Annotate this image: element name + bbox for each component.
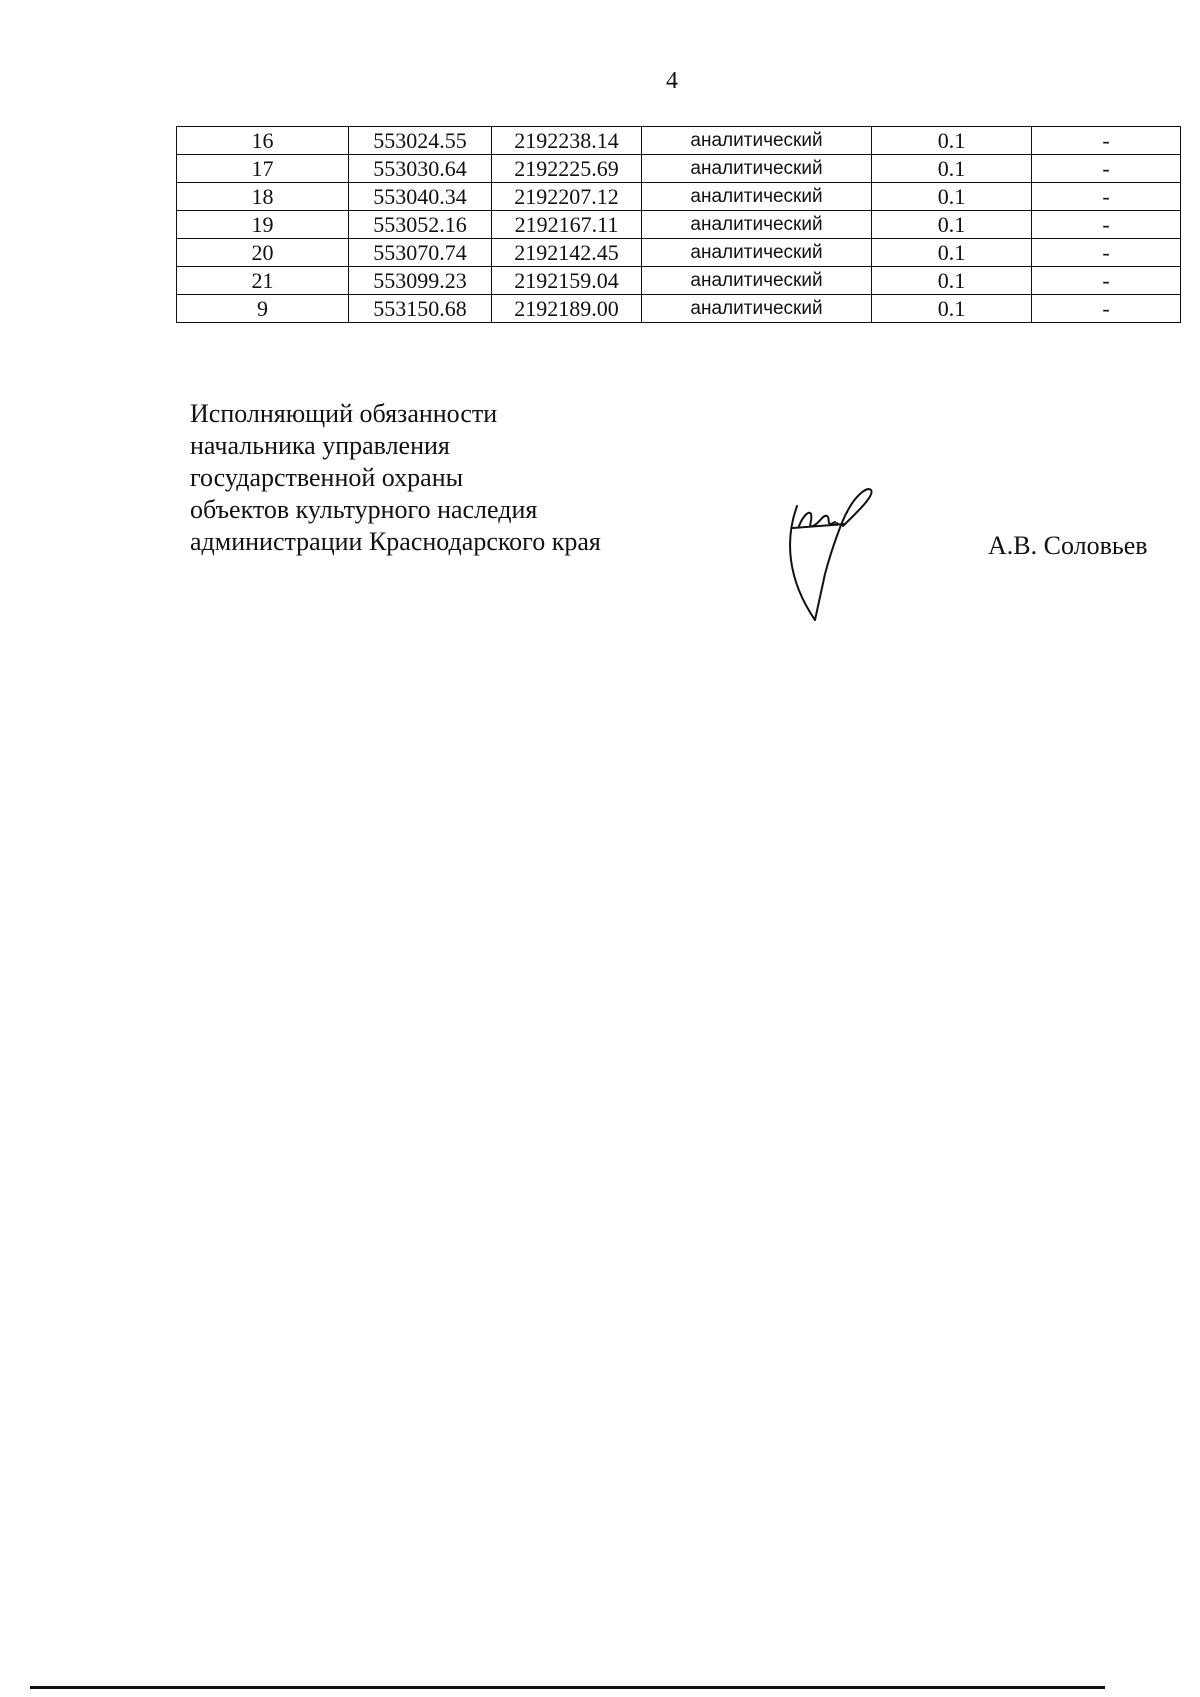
signatory-title-line: государственной охраны (190, 463, 464, 492)
x-coordinate-cell: 553070.74 (349, 239, 492, 267)
x-coordinate-cell: 553099.23 (349, 267, 492, 295)
table-row (177, 239, 1181, 267)
note-cell: - (1032, 239, 1181, 267)
signatory-title (190, 398, 601, 558)
signatory-title-line: начальника управления (190, 431, 450, 460)
point-number-cell: 21 (177, 267, 349, 295)
page-number: 4 (666, 68, 678, 94)
y-coordinate-cell: 2192238.14 (492, 127, 642, 155)
signatory-title-line: объектов культурного наследия (190, 495, 538, 524)
y-coordinate-cell: 2192167.11 (492, 211, 642, 239)
method-cell: аналитический (642, 183, 872, 211)
table-row (177, 127, 1181, 155)
method-cell: аналитический (642, 155, 872, 183)
note-cell: - (1032, 267, 1181, 295)
point-number-cell: 16 (177, 127, 349, 155)
method-cell: аналитический (642, 239, 872, 267)
method-cell: аналитический (642, 267, 872, 295)
point-number-cell: 19 (177, 211, 349, 239)
note-cell: - (1032, 127, 1181, 155)
y-coordinate-cell: 2192225.69 (492, 155, 642, 183)
x-coordinate-cell: 553150.68 (349, 295, 492, 323)
y-coordinate-cell: 2192159.04 (492, 267, 642, 295)
table-row (177, 211, 1181, 239)
signatory-title-line: администрации Краснодарского края (190, 527, 601, 556)
handwritten-signature (785, 484, 885, 624)
signer-name: А.В. Соловьев (988, 531, 1148, 560)
accuracy-cell: 0.1 (872, 155, 1032, 183)
x-coordinate-cell: 553052.16 (349, 211, 492, 239)
y-coordinate-cell: 2192142.45 (492, 239, 642, 267)
table-row (177, 295, 1181, 323)
table-row (177, 183, 1181, 211)
point-number-cell: 9 (177, 295, 349, 323)
note-cell: - (1032, 183, 1181, 211)
accuracy-cell: 0.1 (872, 127, 1032, 155)
method-cell: аналитический (642, 295, 872, 323)
point-number-cell: 17 (177, 155, 349, 183)
y-coordinate-cell: 2192189.00 (492, 295, 642, 323)
x-coordinate-cell: 553030.64 (349, 155, 492, 183)
method-cell: аналитический (642, 127, 872, 155)
note-cell: - (1032, 211, 1181, 239)
table-row (177, 267, 1181, 295)
point-number-cell: 18 (177, 183, 349, 211)
coordinates-table (176, 126, 1181, 323)
x-coordinate-cell: 553040.34 (349, 183, 492, 211)
point-number-cell: 20 (177, 239, 349, 267)
accuracy-cell: 0.1 (872, 239, 1032, 267)
accuracy-cell: 0.1 (872, 183, 1032, 211)
x-coordinate-cell: 553024.55 (349, 127, 492, 155)
signatory-title-line: Исполняющий обязанности (190, 399, 498, 428)
accuracy-cell: 0.1 (872, 295, 1032, 323)
table-row (177, 155, 1181, 183)
y-coordinate-cell: 2192207.12 (492, 183, 642, 211)
bottom-rule (30, 1686, 1105, 1689)
accuracy-cell: 0.1 (872, 267, 1032, 295)
note-cell: - (1032, 295, 1181, 323)
method-cell: аналитический (642, 211, 872, 239)
note-cell: - (1032, 155, 1181, 183)
accuracy-cell: 0.1 (872, 211, 1032, 239)
